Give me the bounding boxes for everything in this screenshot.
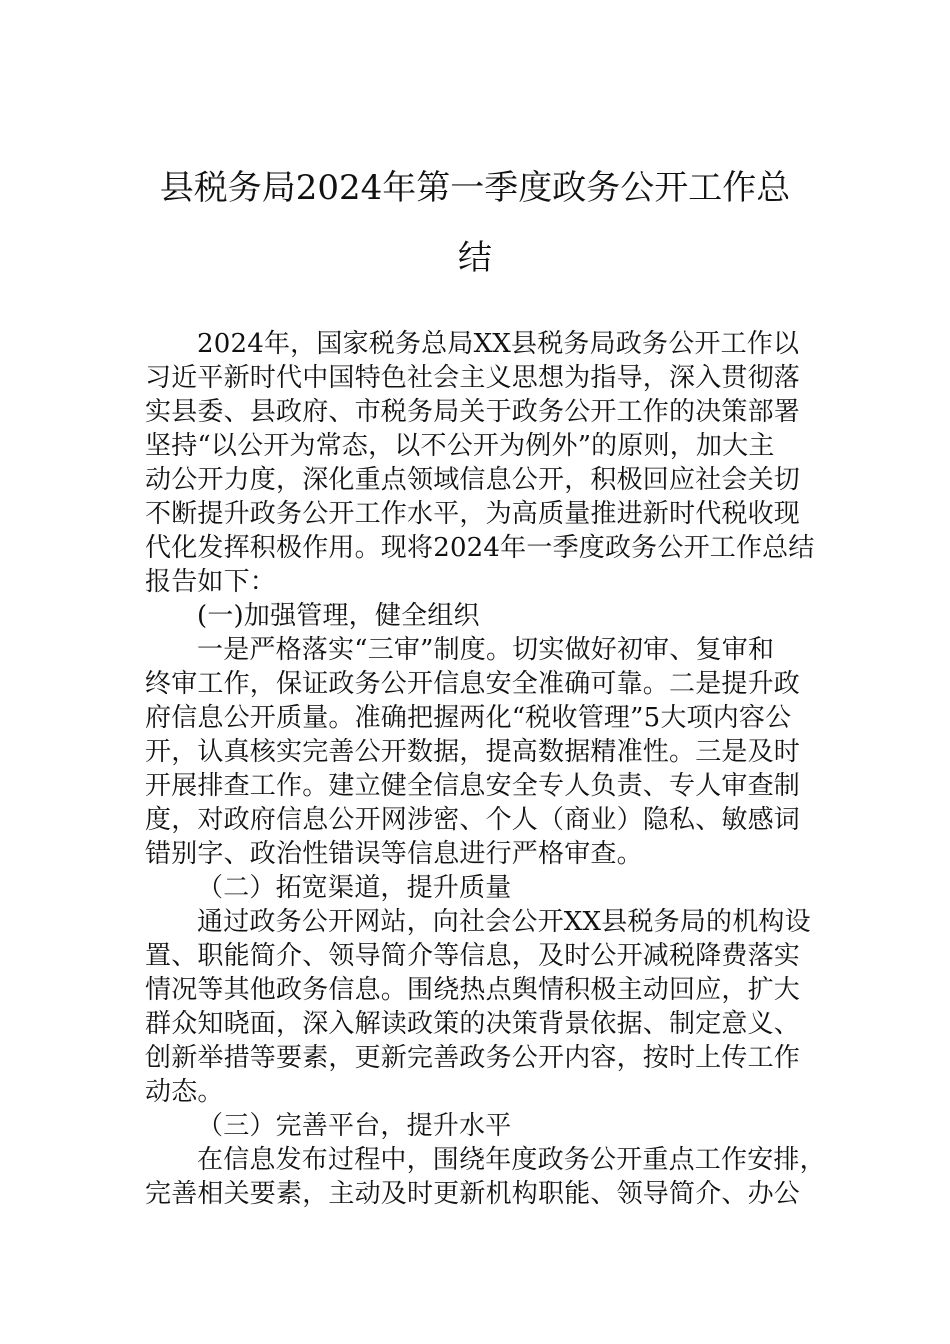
section-heading: （三）完善平台，提升水平 xyxy=(197,1111,512,1141)
paragraph-line: 完善相关要素，主动及时更新机构职能、领导简介、办公 xyxy=(145,1179,801,1209)
paragraph-line: 代化发挥积极作用。现将2024年一季度政务公开工作总结 xyxy=(145,533,815,563)
paragraph-line: 一是严格落实“三审”制度。切实做好初审、复审和 xyxy=(197,635,775,665)
paragraph-line: 度，对政府信息公开网涉密、个人（商业）隐私、敏感词 xyxy=(145,805,801,835)
section-heading: (一)加强管理，健全组织 xyxy=(197,601,480,631)
paragraph-line: 终审工作，保证政务公开信息安全准确可靠。二是提升政 xyxy=(145,669,801,699)
paragraph-line: 情况等其他政务信息。围绕热点舆情积极主动回应，扩大 xyxy=(145,975,801,1005)
paragraph-line: 实县委、县政府、市税务局关于政务公开工作的决策部署 xyxy=(145,397,801,427)
paragraph-line: 习近平新时代中国特色社会主义思想为指导，深入贯彻落 xyxy=(145,363,801,393)
paragraph-line: 不断提升政务公开工作水平，为高质量推进新时代税收现 xyxy=(145,499,801,529)
document-title-line-1: 县税务局2024年第一季度政务公开工作总 xyxy=(159,168,791,208)
paragraph-line: 2024年，国家税务总局XX县税务局政务公开工作以 xyxy=(197,329,800,359)
paragraph-line: 群众知晓面，深入解读政策的决策背景依据、制定意义、 xyxy=(145,1009,801,1039)
document-body xyxy=(145,327,835,1211)
paragraph-line: 坚持“以公开为常态，以不公开为例外”的原则，加大主 xyxy=(145,431,775,461)
paragraph-line: 开展排查工作。建立健全信息安全专人负责、专人审查制 xyxy=(145,771,801,801)
paragraph-line: 错别字、政治性错误等信息进行严格审查。 xyxy=(145,839,643,869)
section-heading: （二）拓宽渠道，提升质量 xyxy=(197,873,512,903)
paragraph-line: 报告如下： xyxy=(145,567,277,597)
paragraph-line: 开，认真核实完善公开数据，提高数据精准性。三是及时 xyxy=(145,737,801,767)
paragraph-line: 通过政务公开网站，向社会公开XX县税务局的机构设 xyxy=(197,907,811,937)
paragraph-line: 动公开力度，深化重点领域信息公开，积极回应社会关切 xyxy=(145,465,801,495)
paragraph-line: 在信息发布过程中，围绕年度政务公开重点工作安排， xyxy=(197,1145,826,1175)
paragraph-line: 动态。 xyxy=(145,1077,224,1107)
paragraph-line: 府信息公开质量。准确把握两化“税收管理”5大项内容公 xyxy=(145,703,792,733)
paragraph-line: 创新举措等要素，更新完善政务公开内容，按时上传工作 xyxy=(145,1043,801,1073)
document-title-line-2: 结 xyxy=(458,238,492,278)
paragraph-line: 置、职能简介、领导简介等信息，及时公开减税降费落实 xyxy=(145,941,801,971)
